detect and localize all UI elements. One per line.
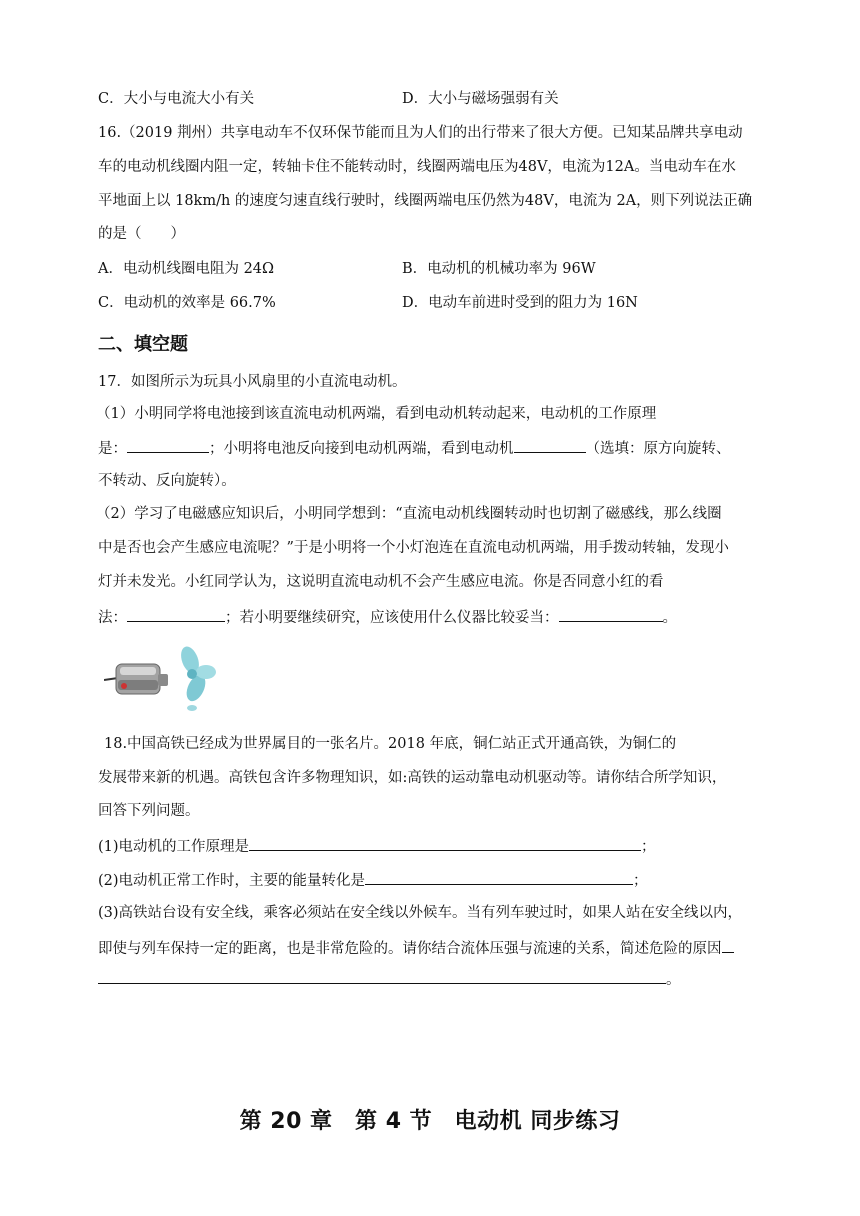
q18-sub-1 bbox=[98, 835, 656, 857]
q17-part2-mid: ；若小明要继续研究，应该使用什么仪器比较妥当： bbox=[225, 610, 559, 626]
chapter-title: 第 20 章 第 4 节 电动机 同步练习 bbox=[239, 1109, 621, 1134]
q15-option-d: D．大小与磁场强弱有关 bbox=[402, 91, 559, 107]
dc-motor-image bbox=[104, 664, 168, 694]
q16-option-a: A．电动机线圈电阻为 24Ω bbox=[98, 261, 275, 277]
q17-principle-blank[interactable] bbox=[127, 437, 209, 453]
q15-option-c: C．大小与电流大小有关 bbox=[98, 91, 255, 107]
q18-sub2-label: (2)电动机正常工作时，主要的能量转化是 bbox=[98, 873, 366, 889]
q17-part1-prefix: 是： bbox=[98, 441, 127, 457]
section-heading-fill-blank: 二、填空题 bbox=[98, 334, 188, 355]
q18-sub-3-line-2 bbox=[98, 937, 734, 959]
fan-blade-image bbox=[178, 644, 216, 711]
q18-sub-3-line-3 bbox=[98, 968, 681, 990]
q17-part1-line-2 bbox=[98, 437, 731, 459]
q17-agree-blank[interactable] bbox=[127, 606, 225, 622]
q17-part1-line-1: （1）小明同学将电池接到该直流电动机两端，看到电动机转动起来，电动机的工作原理 bbox=[96, 406, 657, 422]
q17-part2-line-4 bbox=[98, 606, 677, 628]
q16-option-c: C．电动机的效率是 66.7% bbox=[98, 295, 276, 311]
q16-line-3: 平地面上以 18km/h 的速度匀速直线行驶时，线圈两端电压仍然为48V，电流为 2A，则下列说法正确 bbox=[98, 193, 753, 209]
q16-line-4: 的是（ ） bbox=[98, 226, 185, 242]
q16-line-2: 车的电动机线圈内阻一定，转轴卡住不能转动时，线圈两端电压为48V，电流为12A。当电动车在水 bbox=[98, 159, 736, 175]
q18-reason-blank-start[interactable] bbox=[722, 937, 734, 953]
q18-reason-blank[interactable] bbox=[98, 968, 666, 984]
q16-option-d: D．电动车前进时受到的阻力为 16N bbox=[402, 295, 638, 311]
motor-fan-figure bbox=[104, 636, 224, 716]
q18-sub3-end: 。 bbox=[666, 972, 681, 988]
q18-sub-3-line-1: (3)高铁站台设有安全线，乘客必须站在安全线以外候车。当有列车驶过时，如果人站在安全线以内， bbox=[98, 905, 743, 921]
q17-part1-line-3: 不转动、反向旋转）。 bbox=[98, 473, 236, 489]
q18-line-3: 回答下列问题。 bbox=[98, 803, 200, 819]
q16-option-b: B．电动机的机械功率为 96W bbox=[402, 261, 596, 277]
q17-part2-prefix: 法： bbox=[98, 610, 127, 626]
q17-part1-mid: ；小明将电池反向接到电动机两端，看到电动机 bbox=[209, 441, 514, 457]
q17-instrument-blank[interactable] bbox=[559, 606, 663, 622]
q18-principle-blank[interactable] bbox=[249, 835, 641, 851]
q17-rotation-blank[interactable] bbox=[514, 437, 586, 453]
q18-line-2: 发展带来新的机遇。高铁包含许多物理知识，如:高铁的运动靠电动机驱动等。请你结合所学知识， bbox=[98, 770, 727, 786]
q17-part2-line-1: （2）学习了电磁感应知识后，小明同学想到：“直流电动机线圈转动时也切割了磁感线，那么线圈 bbox=[96, 506, 722, 522]
q17-intro: 17．如图所示为玩具小风扇里的小直流电动机。 bbox=[98, 374, 407, 390]
q18-sub1-end: ； bbox=[641, 839, 656, 855]
q17-part2-line-3: 灯并未发光。小红同学认为，这说明直流电动机不会产生感应电流。你是否同意小红的看 bbox=[98, 574, 664, 590]
q16-line-1: 16.（2019 荆州）共享电动车不仅环保节能而且为人们的出行带来了很大方便。已知某品牌共享电动 bbox=[98, 125, 743, 141]
q18-sub-2 bbox=[98, 869, 648, 891]
q17-part2-line-2: 中是否也会产生感应电流呢？”于是小明将一个小灯泡连在直流电动机两端，用手拨动转轴，发现小 bbox=[98, 540, 729, 556]
q18-sub1-label: (1)电动机的工作原理是 bbox=[98, 839, 250, 855]
q18-energy-blank[interactable] bbox=[365, 869, 633, 885]
q18-line-1: 18.中国高铁已经成为世界属目的一张名片。2018 年底，铜仁站正式开通高铁，为铜仁的 bbox=[104, 736, 677, 752]
q18-sub3-text: 即使与列车保持一定的距离，也是非常危险的。请你结合流体压强与流速的关系，简述危险的原因 bbox=[98, 941, 722, 957]
q17-part1-options: （选填：原方向旋转、 bbox=[585, 441, 731, 457]
q17-part2-end: 。 bbox=[662, 610, 677, 626]
q18-sub2-end: ； bbox=[633, 873, 648, 889]
